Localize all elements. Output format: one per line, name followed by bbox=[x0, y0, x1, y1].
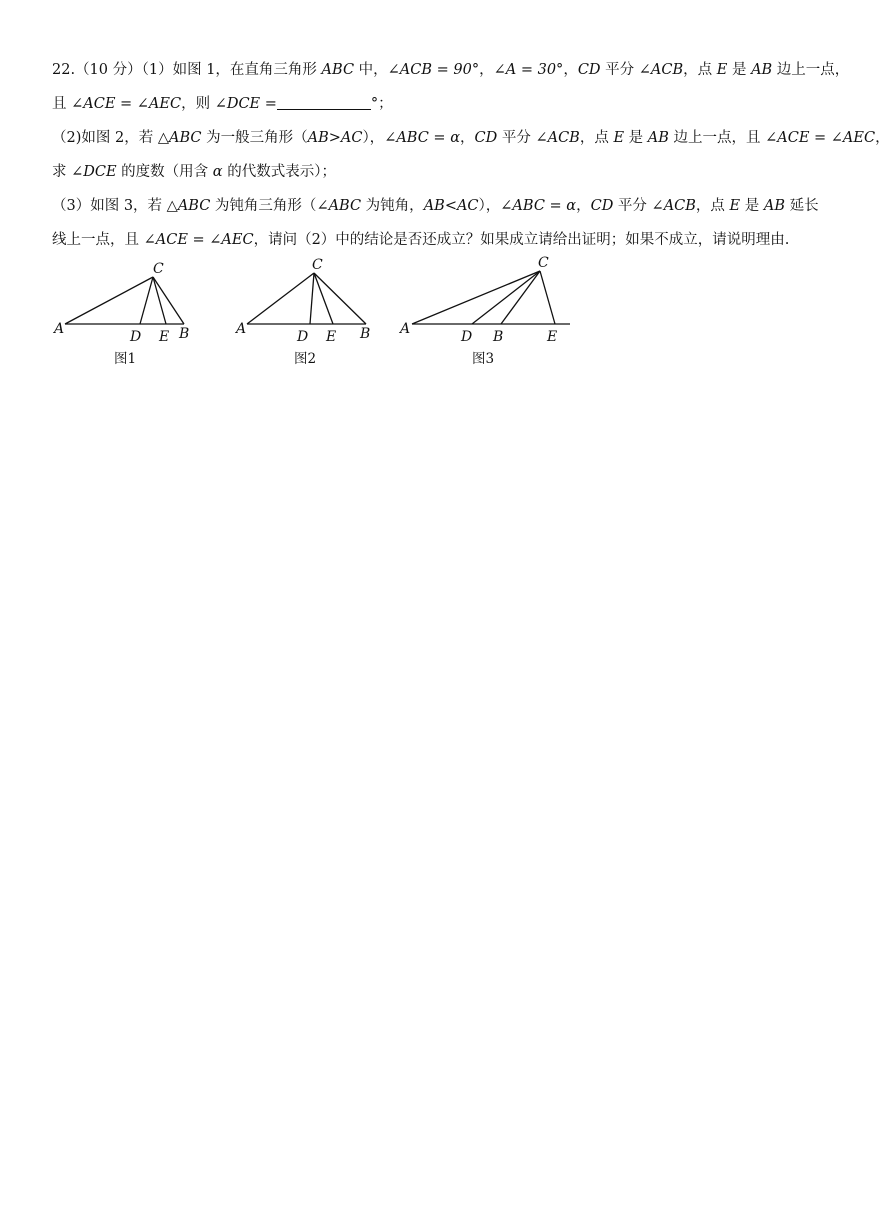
text: 平分 bbox=[600, 62, 639, 78]
point-label-a: A bbox=[236, 321, 247, 337]
math: ABC bbox=[321, 62, 355, 78]
text: ）， bbox=[478, 198, 501, 214]
text: 为一般三角形（ bbox=[201, 130, 308, 146]
math: CD bbox=[590, 198, 614, 214]
text: 边上一点，且 bbox=[668, 130, 766, 146]
text: 求 bbox=[52, 164, 72, 180]
math: α bbox=[212, 164, 223, 180]
text: （3）如图 3，若 bbox=[52, 198, 167, 214]
point-label-d: D bbox=[130, 329, 142, 345]
math: E bbox=[716, 62, 728, 78]
problem-line-1 bbox=[52, 60, 850, 80]
text: 延长 bbox=[784, 198, 819, 214]
point-label-c: C bbox=[538, 255, 549, 271]
math: AB bbox=[647, 130, 669, 146]
math: ∠DCE bbox=[71, 164, 117, 180]
problem-line-3 bbox=[52, 128, 890, 148]
math: AB bbox=[751, 62, 773, 78]
figure-3 bbox=[412, 271, 570, 324]
text: ， bbox=[460, 130, 475, 146]
math: ∠A = 30° bbox=[493, 62, 564, 78]
figure-2 bbox=[247, 273, 366, 324]
text: 且 bbox=[52, 96, 72, 112]
math: ∠ACE = ∠AEC bbox=[143, 232, 254, 248]
point-label-e: E bbox=[326, 329, 337, 345]
text: 边上一点， bbox=[772, 62, 850, 78]
text: ，则 bbox=[181, 96, 215, 112]
point-label-d: D bbox=[461, 329, 473, 345]
geometry-figures bbox=[48, 252, 588, 374]
point-label-b: B bbox=[179, 326, 190, 342]
text: 线上一点，且 bbox=[52, 232, 144, 248]
math: ∠ACB bbox=[638, 62, 684, 78]
segment-ac bbox=[247, 273, 314, 324]
text: 的度数（用含 bbox=[116, 164, 213, 180]
point-label-c: C bbox=[312, 257, 323, 273]
problem-line-6 bbox=[52, 230, 822, 250]
segment-cb bbox=[314, 273, 366, 324]
math: AB<AC bbox=[423, 198, 479, 214]
segment-ce bbox=[314, 273, 333, 324]
math: CD bbox=[577, 62, 601, 78]
math: E bbox=[613, 130, 625, 146]
text: ， bbox=[563, 62, 578, 78]
math: ∠ACB = 90° bbox=[387, 62, 480, 78]
text: 为钝角， bbox=[361, 198, 424, 214]
math: ∠ABC bbox=[316, 198, 362, 214]
text: ，请问（2）中的结论是否还成立？如果成立请给出证明；如果不成立，请说明理由. bbox=[253, 232, 790, 248]
problem-line-4 bbox=[52, 162, 822, 182]
math: E bbox=[729, 198, 741, 214]
point-label-a: A bbox=[400, 321, 411, 337]
math: ∠DCE = bbox=[214, 96, 277, 112]
math: ∠ABC = α bbox=[384, 130, 460, 146]
figures-row bbox=[48, 252, 588, 374]
text: 为钝角三角形（ bbox=[210, 198, 317, 214]
text: 的代数式表示）； bbox=[222, 164, 336, 180]
text: 平分 bbox=[497, 130, 536, 146]
text: 是 bbox=[624, 130, 648, 146]
text: 中， bbox=[354, 62, 388, 78]
point-label-b: B bbox=[360, 326, 371, 342]
math: △ABC bbox=[157, 130, 202, 146]
point-label-d: D bbox=[297, 329, 309, 345]
point-label-b: B bbox=[493, 329, 504, 345]
figure-2-caption: 图2 bbox=[294, 351, 317, 367]
text: （2)如图 2，若 bbox=[52, 130, 158, 146]
answer-blank[interactable] bbox=[277, 95, 371, 110]
text: ）， bbox=[362, 130, 385, 146]
segment-cb bbox=[153, 277, 184, 324]
math: ∠ACB bbox=[535, 130, 580, 146]
problem-line-5 bbox=[52, 196, 822, 216]
segment-cd bbox=[310, 273, 314, 324]
math: △ABC bbox=[166, 198, 211, 214]
problem-line-2 bbox=[52, 94, 822, 114]
segment-ce bbox=[540, 271, 555, 324]
point-label-c: C bbox=[153, 261, 164, 277]
figure-1-caption: 图1 bbox=[114, 351, 137, 367]
figure-3-caption: 图3 bbox=[472, 351, 495, 367]
segment-cd bbox=[140, 277, 153, 324]
text: °； bbox=[370, 96, 393, 112]
math: ∠ACE = ∠AEC bbox=[765, 130, 876, 146]
point-label-e: E bbox=[547, 329, 558, 345]
figure-1 bbox=[65, 277, 184, 324]
math: AB bbox=[763, 198, 785, 214]
point-label-a: A bbox=[54, 321, 65, 337]
text: 22.（10 分）（1）如图 1，在直角三角形 bbox=[52, 62, 322, 78]
text: ，点 bbox=[579, 130, 614, 146]
text: ，点 bbox=[695, 198, 730, 214]
text: 是 bbox=[740, 198, 764, 214]
text: ， bbox=[479, 62, 494, 78]
text: ， bbox=[576, 198, 591, 214]
text: 是 bbox=[727, 62, 752, 78]
math: ∠ABC = α bbox=[500, 198, 577, 214]
text: ，点 bbox=[683, 62, 717, 78]
math: ∠ACB bbox=[651, 198, 696, 214]
math: CD bbox=[474, 130, 498, 146]
text: 平分 bbox=[613, 198, 652, 214]
point-label-e: E bbox=[159, 329, 170, 345]
segment-ac bbox=[65, 277, 153, 324]
math: ∠ACE = ∠AEC bbox=[71, 96, 182, 112]
segment-cd bbox=[472, 271, 540, 324]
segment-ce bbox=[153, 277, 166, 324]
math: AB>AC bbox=[307, 130, 363, 146]
text: ， bbox=[875, 130, 890, 146]
